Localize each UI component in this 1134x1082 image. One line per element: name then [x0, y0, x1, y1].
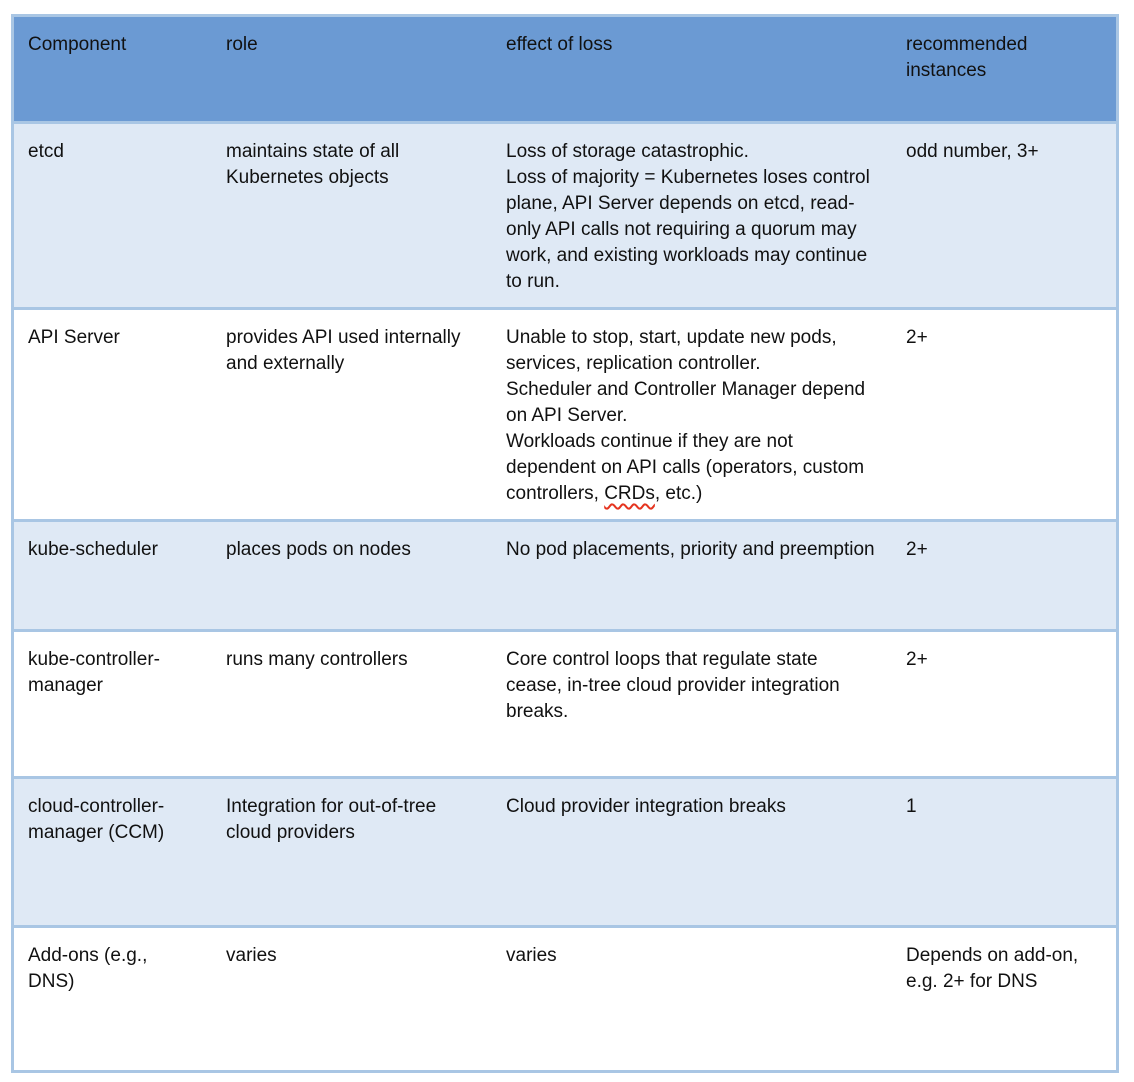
cell-recommended-instances: Depends on add-on, e.g. 2+ for DNS	[906, 945, 1079, 992]
table-row	[14, 307, 1116, 519]
cell-recommended-instances: odd number, 3+	[906, 141, 1039, 162]
column-header-role: role	[226, 34, 258, 55]
cell-recommended-instances: 1	[906, 796, 917, 817]
table-body	[14, 121, 1116, 1070]
table-row	[14, 925, 1116, 1070]
cell-effect-of-loss: Loss of storage catastrophic. Loss of majority = Kubernetes loses control plane, API Server depends on etcd, read-only API calls not requiring a quorum may work, and existing workloads may continue to run.	[506, 141, 870, 292]
cell-recommended-instances: 2+	[906, 327, 928, 348]
column-header-recommended-instances: recommended instances	[906, 34, 1028, 81]
table-row	[14, 776, 1116, 925]
column-header-effect-of-loss: effect of loss	[506, 34, 613, 55]
cell-effect-of-loss: No pod placements, priority and preemption	[506, 539, 875, 560]
table-row	[14, 121, 1116, 307]
cell-role: varies	[226, 945, 277, 966]
cell-effect-of-loss: Core control loops that regulate state cease, in-tree cloud provider integration breaks.	[506, 649, 840, 722]
cell-component: Add-ons (e.g., DNS)	[28, 945, 148, 992]
misspelled-word: CRDs	[604, 483, 655, 504]
cell-role: Integration for out-of-tree cloud providers	[226, 796, 437, 843]
cell-component: etcd	[28, 141, 64, 162]
cell-component: kube-controller-manager	[28, 649, 160, 696]
cell-component: API Server	[28, 327, 120, 348]
cell-role: places pods on nodes	[226, 539, 411, 560]
column-header-component: Component	[28, 34, 127, 55]
cell-role: maintains state of all Kubernetes objects	[226, 141, 400, 188]
table-row	[14, 629, 1116, 776]
cell-effect-of-loss: varies	[506, 945, 557, 966]
cell-effect-of-loss: Unable to stop, start, update new pods, services, replication controller. Scheduler and Controller Manager depend on API Server. Workloads continue if they are not dependent on API calls (operators, custom controllers, CRDs, etc.)	[506, 327, 866, 504]
cell-recommended-instances: 2+	[906, 649, 928, 670]
cell-component: kube-scheduler	[28, 539, 158, 560]
cell-role: provides API used internally and externally	[226, 327, 461, 374]
components-table	[11, 14, 1119, 1073]
cell-recommended-instances: 2+	[906, 539, 928, 560]
cell-effect-of-loss: Cloud provider integration breaks	[506, 796, 786, 817]
table-row	[14, 519, 1116, 629]
table-header-row	[14, 17, 1116, 121]
cell-role: runs many controllers	[226, 649, 408, 670]
cell-component: cloud-controller-manager (CCM)	[28, 796, 165, 843]
